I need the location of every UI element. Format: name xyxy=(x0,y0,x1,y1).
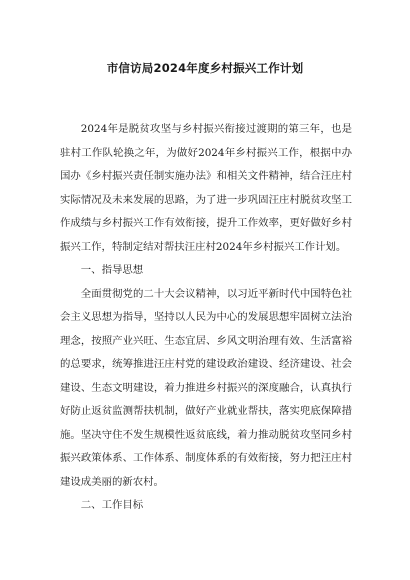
section-heading-work-goals: 二、工作目标 xyxy=(80,499,144,511)
guiding-ideology-paragraph: 全面贯彻党的二十大会议精神，以习近平新时代中国特色社会主义思想为指导，坚持以人民为中心的发展思想牢固树立法治理念，按照产业兴旺、生态宜居、乡风文明治理有效、生活富裕的总要求，统筹推进汪庄村党的建设政治建设、经济建设、社会建设、生态文明建设，着力推进乡村振兴的深度融合，认真执行好防止返贫监测帮扶机制，做好产业就业帮扶，落实兜底保障措施。坚决守住不发生规模性返贫底线，着力推动脱贫攻坚同乡村振兴政策体系、工作体系、制度体系的有效衔接，努力把汪庄村建设成美丽的新农村。 xyxy=(60,287,352,488)
section-heading-guiding-ideology: 一、指导思想 xyxy=(80,264,144,276)
document-body xyxy=(60,118,352,518)
intro-paragraph: 2024年是脱贫攻坚与乡村振兴衔接过渡期的第三年，也是驻村工作队轮换之年，为做好2024年乡村振兴工作，根据中办国办《乡村振兴责任制实施办法》和相关文件精神，结合汪庄村实际情况及未来发展的思路，为了进一步巩固汪庄村脱贫攻坚工作成绩与乡村振兴工作有效衔接，提升工作效率，更好做好乡村振兴工作，特制定结对帮扶汪庄村2024年乡村振兴工作计划。 xyxy=(60,123,352,253)
document-title: 市信访局2024年度乡村振兴工作计划 xyxy=(106,61,304,75)
